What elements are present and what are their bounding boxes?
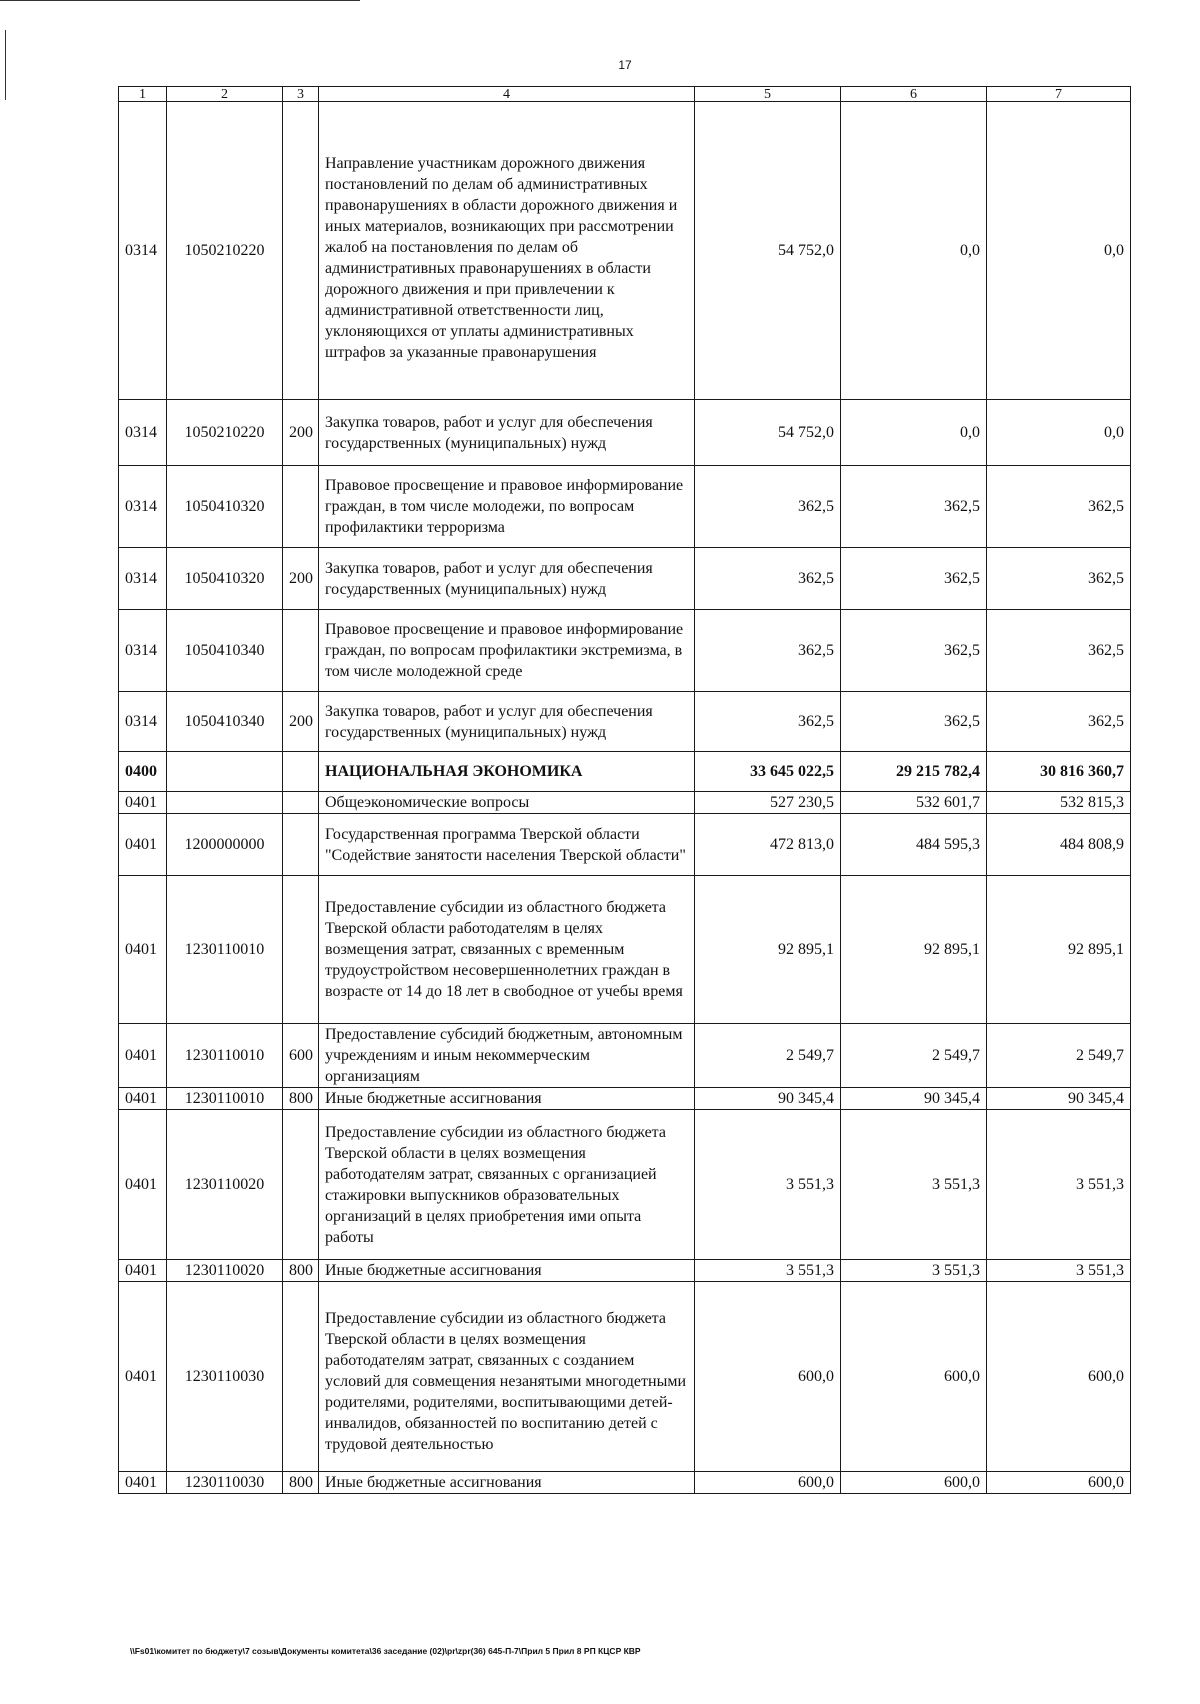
- row-name: Предоставление субсидии из областного бюджета Тверской области работодателям в целях возмещения затрат, связанных с временным трудоустройством несовершеннолетних граждан в возрасте от 14 до 18 лет в свободное от учебы время: [319, 876, 695, 1024]
- row-value-col7: 0,0: [987, 102, 1131, 400]
- column-header: 7: [987, 87, 1131, 102]
- row-expense-type: [283, 1110, 319, 1260]
- row-target-code: 1050410340: [167, 692, 283, 752]
- row-value-col5: 472 813,0: [695, 814, 841, 876]
- row-value-col6: 600,0: [841, 1472, 987, 1494]
- row-name: Правовое просвещение и правовое информирование граждан, в том числе молодежи, по вопросам профилактики терроризма: [319, 466, 695, 548]
- row-value-col5: 54 752,0: [695, 400, 841, 466]
- row-name: Закупка товаров, работ и услуг для обеспечения государственных (муниципальных) нужд: [319, 400, 695, 466]
- row-value-col6: 532 601,7: [841, 792, 987, 814]
- row-section-code: 0401: [119, 876, 167, 1024]
- row-value-col5: 3 551,3: [695, 1110, 841, 1260]
- table-row: [119, 692, 1131, 752]
- row-value-col7: 600,0: [987, 1472, 1131, 1494]
- row-target-code: 1230110030: [167, 1472, 283, 1494]
- row-name: Закупка товаров, работ и услуг для обеспечения государственных (муниципальных) нужд: [319, 692, 695, 752]
- scan-artifact-line: [0, 0, 360, 1]
- table-row: [119, 792, 1131, 814]
- row-value-col6: 90 345,4: [841, 1088, 987, 1110]
- row-name: Предоставление субсидии из областного бюджета Тверской области в целях возмещения работодателям затрат, связанных с созданием условий для совмещения незанятыми многодетными родителями, родителями, воспитывающими детей-инвалидов, обязанностей по воспитанию детей с трудовой деятельностью: [319, 1282, 695, 1472]
- row-value-col5: 362,5: [695, 548, 841, 610]
- table-row: [119, 102, 1131, 400]
- table-body: [119, 102, 1131, 1494]
- row-section-code: 0401: [119, 1260, 167, 1282]
- row-value-col7: 484 808,9: [987, 814, 1131, 876]
- table-row: [119, 876, 1131, 1024]
- row-value-col6: 92 895,1: [841, 876, 987, 1024]
- table-row: [119, 1024, 1131, 1088]
- row-expense-type: [283, 102, 319, 400]
- row-target-code: 1230110010: [167, 876, 283, 1024]
- row-name: Предоставление субсидий бюджетным, автономным учреждениям и иным некоммерческим организациям: [319, 1024, 695, 1088]
- row-value-col5: 33 645 022,5: [695, 752, 841, 792]
- row-expense-type: 800: [283, 1088, 319, 1110]
- row-value-col7: 600,0: [987, 1282, 1131, 1472]
- row-name: Закупка товаров, работ и услуг для обеспечения государственных (муниципальных) нужд: [319, 548, 695, 610]
- row-value-col5: 362,5: [695, 692, 841, 752]
- row-name: Правовое просвещение и правовое информирование граждан, по вопросам профилактики экстремизма, в том числе молодежной среде: [319, 610, 695, 692]
- row-section-code: 0314: [119, 692, 167, 752]
- row-value-col7: 362,5: [987, 548, 1131, 610]
- row-expense-type: [283, 1282, 319, 1472]
- row-target-code: [167, 792, 283, 814]
- row-value-col7: 2 549,7: [987, 1024, 1131, 1088]
- row-value-col7: 532 815,3: [987, 792, 1131, 814]
- row-value-col5: 92 895,1: [695, 876, 841, 1024]
- row-expense-type: 200: [283, 548, 319, 610]
- budget-table: [118, 86, 1131, 1494]
- row-name: Предоставление субсидии из областного бюджета Тверской области в целях возмещения работодателям затрат, связанных с организацией стажировки выпускников образовательных организаций в целях приобретения ими опыта работы: [319, 1110, 695, 1260]
- row-value-col6: 0,0: [841, 102, 987, 400]
- row-value-col6: 2 549,7: [841, 1024, 987, 1088]
- row-value-col6: 29 215 782,4: [841, 752, 987, 792]
- file-path-footer: \\Fs01\комитет по бюджету\7 созыв\Документы комитета\36 заседание (02)\pr\zpr(36) 645-П-7\Прил 5 Прил 8 РП КЦСР КВР: [130, 1646, 641, 1656]
- row-expense-type: [283, 752, 319, 792]
- row-target-code: 1050210220: [167, 102, 283, 400]
- table-row: [119, 610, 1131, 692]
- row-expense-type: 200: [283, 692, 319, 752]
- row-section-code: 0401: [119, 814, 167, 876]
- column-header: 1: [119, 87, 167, 102]
- column-header: 2: [167, 87, 283, 102]
- row-target-code: 1230110020: [167, 1110, 283, 1260]
- column-header: 6: [841, 87, 987, 102]
- row-value-col5: 90 345,4: [695, 1088, 841, 1110]
- row-expense-type: [283, 792, 319, 814]
- row-value-col7: 362,5: [987, 466, 1131, 548]
- column-number-row: [119, 87, 1131, 102]
- row-section-code: 0401: [119, 1110, 167, 1260]
- row-name: Общеэкономические вопросы: [319, 792, 695, 814]
- row-section-code: 0400: [119, 752, 167, 792]
- row-section-code: 0401: [119, 1472, 167, 1494]
- row-expense-type: [283, 876, 319, 1024]
- row-value-col5: 362,5: [695, 466, 841, 548]
- row-value-col5: 600,0: [695, 1472, 841, 1494]
- row-value-col6: 3 551,3: [841, 1110, 987, 1260]
- column-header: 4: [319, 87, 695, 102]
- row-value-col7: 362,5: [987, 692, 1131, 752]
- table-row: [119, 548, 1131, 610]
- row-section-code: 0314: [119, 466, 167, 548]
- row-value-col5: 3 551,3: [695, 1260, 841, 1282]
- row-target-code: 1230110010: [167, 1024, 283, 1088]
- row-value-col6: 3 551,3: [841, 1260, 987, 1282]
- row-name: Иные бюджетные ассигнования: [319, 1472, 695, 1494]
- row-value-col6: 362,5: [841, 692, 987, 752]
- row-value-col5: 527 230,5: [695, 792, 841, 814]
- row-section-code: 0314: [119, 548, 167, 610]
- row-expense-type: [283, 610, 319, 692]
- row-value-col7: 362,5: [987, 610, 1131, 692]
- row-value-col5: 362,5: [695, 610, 841, 692]
- table-row: [119, 814, 1131, 876]
- row-expense-type: 200: [283, 400, 319, 466]
- table-row: [119, 466, 1131, 548]
- table-row: [119, 1282, 1131, 1472]
- row-value-col5: 54 752,0: [695, 102, 841, 400]
- row-expense-type: 600: [283, 1024, 319, 1088]
- column-header: 3: [283, 87, 319, 102]
- row-value-col6: 484 595,3: [841, 814, 987, 876]
- row-target-code: 1050410320: [167, 466, 283, 548]
- row-target-code: 1230110030: [167, 1282, 283, 1472]
- row-value-col6: 362,5: [841, 548, 987, 610]
- row-value-col6: 0,0: [841, 400, 987, 466]
- row-target-code: 1230110020: [167, 1260, 283, 1282]
- row-value-col7: 3 551,3: [987, 1110, 1131, 1260]
- row-target-code: 1230110010: [167, 1088, 283, 1110]
- row-expense-type: 800: [283, 1260, 319, 1282]
- row-value-col5: 600,0: [695, 1282, 841, 1472]
- row-section-code: 0401: [119, 792, 167, 814]
- row-target-code: 1050410340: [167, 610, 283, 692]
- row-name: Государственная программа Тверской области "Содействие занятости населения Тверской области": [319, 814, 695, 876]
- row-target-code: 1200000000: [167, 814, 283, 876]
- row-name: НАЦИОНАЛЬНАЯ ЭКОНОМИКА: [319, 752, 695, 792]
- table-row: [119, 400, 1131, 466]
- row-target-code: 1050210220: [167, 400, 283, 466]
- table-row: [119, 1260, 1131, 1282]
- row-section-code: 0314: [119, 400, 167, 466]
- row-target-code: [167, 752, 283, 792]
- row-expense-type: 800: [283, 1472, 319, 1494]
- row-value-col7: 30 816 360,7: [987, 752, 1131, 792]
- row-target-code: 1050410320: [167, 548, 283, 610]
- row-value-col7: 92 895,1: [987, 876, 1131, 1024]
- table-row: [119, 1088, 1131, 1110]
- row-section-code: 0314: [119, 610, 167, 692]
- row-value-col5: 2 549,7: [695, 1024, 841, 1088]
- row-section-code: 0401: [119, 1024, 167, 1088]
- table-row: [119, 1472, 1131, 1494]
- table-row: [119, 1110, 1131, 1260]
- row-name: Направление участникам дорожного движения постановлений по делам об административных правонарушениях в области дорожного движения и иных материалов, возникающих при рассмотрении жалоб на постановления по делам об административных правонарушениях в области дорожного движения и при привлечении к административной ответственности лиц, уклоняющихся от уплаты административных штрафов за указанные правонарушения: [319, 102, 695, 400]
- row-expense-type: [283, 814, 319, 876]
- row-section-code: 0401: [119, 1088, 167, 1110]
- row-section-code: 0314: [119, 102, 167, 400]
- table-row: [119, 752, 1131, 792]
- row-value-col7: 0,0: [987, 400, 1131, 466]
- column-header: 5: [695, 87, 841, 102]
- page-number: 17: [618, 58, 632, 72]
- row-value-col6: 362,5: [841, 610, 987, 692]
- row-name: Иные бюджетные ассигнования: [319, 1260, 695, 1282]
- row-value-col6: 600,0: [841, 1282, 987, 1472]
- row-value-col7: 90 345,4: [987, 1088, 1131, 1110]
- row-value-col7: 3 551,3: [987, 1260, 1131, 1282]
- row-name: Иные бюджетные ассигнования: [319, 1088, 695, 1110]
- row-section-code: 0401: [119, 1282, 167, 1472]
- row-value-col6: 362,5: [841, 466, 987, 548]
- row-expense-type: [283, 466, 319, 548]
